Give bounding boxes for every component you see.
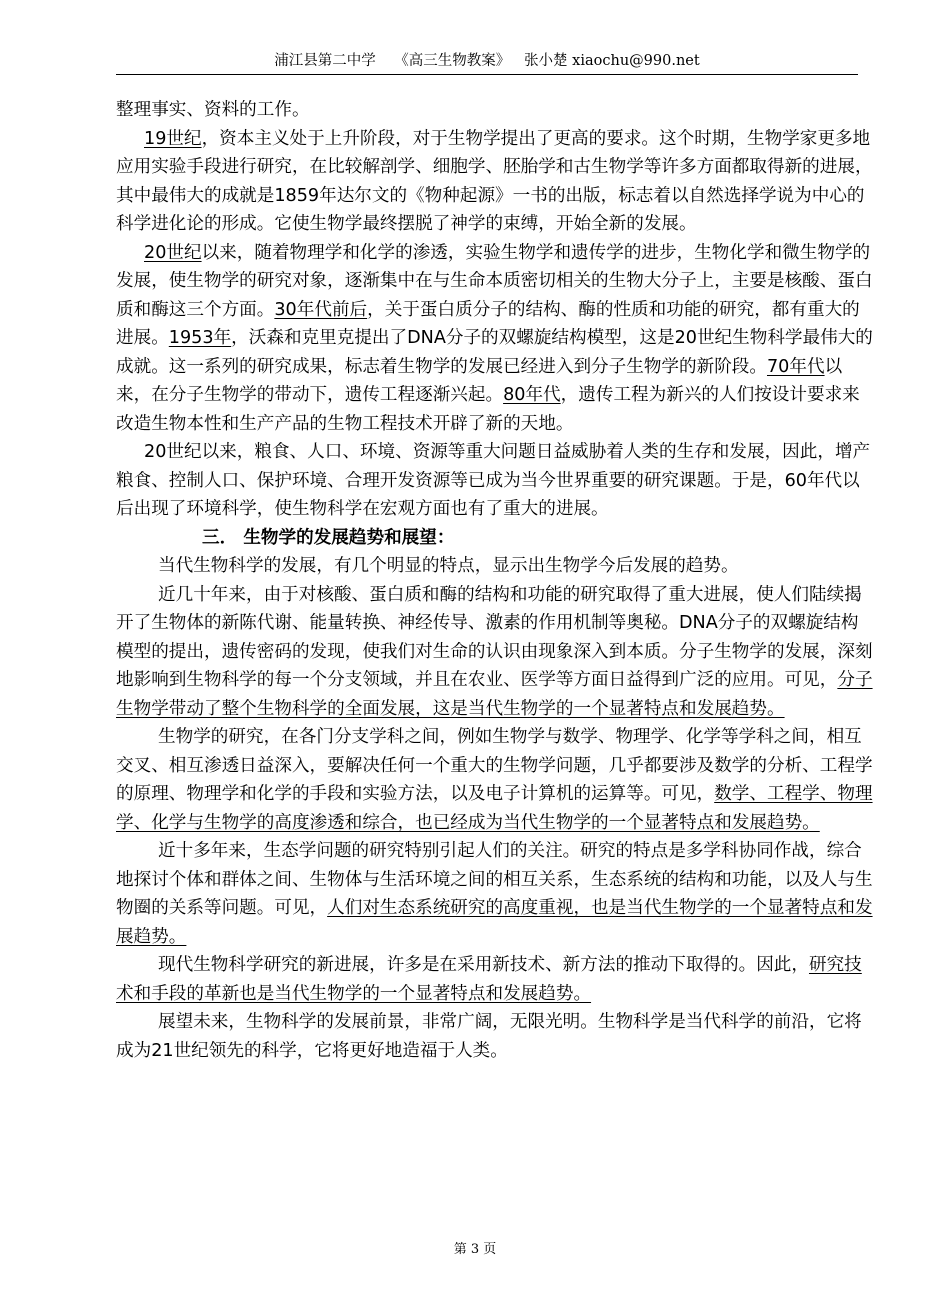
underlined-conclusion: 数学、工程学、物理学、化学与生物学的高度渗透和综合，也已经成为当代生物学的一个显著特点和发展趋势。 xyxy=(116,784,873,833)
underlined-conclusion: 人们对生态系统研究的高度重视，也是当代生物学的一个显著特点和发展趋势。 xyxy=(116,898,873,947)
section-heading: 三． 生物学的发展趋势和展望： xyxy=(202,527,455,548)
paragraph-molecular-biology: 近几十年来，由于对核酸、蛋白质和酶的结构和功能的研究取得了重大进展，使人们陆续揭开了生物体的新陈代谢、能量转换、神经传导、激素的作用机制等奥秘。DNA分子的双螺旋结构模型的提出，遗传密码的发现，使我们对生命的认识由现象深入到本质。分子生物学的发展，深刻地影响到生物科学的每一个分支领域，并且在农业、医学等方面日益得到广泛的应用。可见，分子生物学带动了整个生物科学的全面发展，这是当代生物学的一个显著特点和发展趋势。 xyxy=(116,584,873,719)
underlined-phrase: 80年代 xyxy=(503,385,561,405)
paragraph-outlook: 展望未来，生物科学的发展前景，非常广阔，无限光明。生物科学是当代科学的前沿，它将成为21世纪领先的科学，它将更好地造福于人类。 xyxy=(116,1012,862,1061)
document-body xyxy=(116,96,876,1065)
paragraph-technology: 现代生物科学研究的新进展，许多是在采用新技术、新方法的推动下取得的。因此，研究技术和手段的革新也是当代生物学的一个显著特点和发展趋势。 xyxy=(116,955,862,1004)
paragraph-continuation: 整理事实、资料的工作。 xyxy=(116,100,310,120)
header-school: 浦江县第二中学 xyxy=(274,53,376,69)
page-header xyxy=(116,50,858,75)
header-book-title: 《高三生物教案》 xyxy=(394,53,511,69)
underlined-phrase: 30年代前后 xyxy=(274,299,368,320)
underlined-conclusion: 分子生物学带动了整个生物科学的全面发展，这是当代生物学的一个显著特点和发展趋势。 xyxy=(116,670,873,719)
header-author: 张小楚 xyxy=(524,53,568,69)
paragraph-ecology: 近十多年来，生态学问题的研究特别引起人们的关注。研究的特点是多学科协同作战，综合地探讨个体和群体之间、生物体与生活环境之间的相互关系，生态系统的结构和功能，以及人与生物圈的关系等问题。可见，人们对生态系统研究的高度重视，也是当代生物学的一个显著特点和发展趋势。 xyxy=(116,841,873,947)
underlined-conclusion: 研究技术和手段的革新也是当代生物学的一个显著特点和发展趋势。 xyxy=(116,955,862,1004)
paragraph-interdisciplinary: 生物学的研究，在各门分支学科之间，例如生物学与数学、物理学、化学等学科之间，相互交叉、相互渗透日益深入，要解决任何一个重大的生物学问题，几乎都要涉及数学的分析、工程学的原理、物理学和化学的手段和实验方法，以及电子计算机的运算等。可见，数学、工程学、物理学、化学与生物学的高度渗透和综合，也已经成为当代生物学的一个显著特点和发展趋势。 xyxy=(116,727,873,833)
underlined-phrase: 19世纪 xyxy=(144,128,202,149)
paragraph-20th-century: 20世纪以来，随着物理学和化学的渗透，实验生物学和遗传学的进步，生物化学和微生物学的发展，使生物学的研究对象，逐渐集中在与生命本质密切相关的生物大分子上，主要是核酸、蛋白质和酶这三个方面。30年代前后，关于蛋白质分子的结构、酶的性质和功能的研究，都有重大的进展。1953年，沃森和克里克提出了DNA分子的双螺旋结构模型，这是20世纪生物科学最伟大的成就。这一系列的研究成果，标志着生物学的发展已经进入到分子生物学的新阶段。70年代以来，在分子生物学的带动下，遗传工程逐渐兴起。80年代，遗传工程为新兴的人们按设计要求来改造生物本性和生产产品的生物工程技术开辟了新的天地。 xyxy=(116,242,873,434)
underlined-phrase: 1953年 xyxy=(168,328,232,348)
header-email: xiaochu@990.net xyxy=(572,53,700,69)
paragraph-trends-intro: 当代生物科学的发展，有几个明显的特点，显示出生物学今后发展的趋势。 xyxy=(158,556,739,576)
paragraph-19th-century: 19世纪，资本主义处于上升阶段，对于生物学提出了更高的要求。这个时期，生物学家更多地应用实验手段进行研究，在比较解剖学、细胞学、胚胎学和古生物学等许多方面都取得新的进展，其中最伟大的成就是1859年达尔文的《物种起源》一书的出版，标志着以自然选择学说为中心的科学进化论的形成。它使生物学最终摆脱了神学的束缚，开始全新的发展。 xyxy=(116,128,873,234)
paragraph-environment: 20世纪以来，粮食、人口、环境、资源等重大问题日益威胁着人类的生存和发展，因此，增产粮食、控制人口、保护环境、合理开发资源等已成为当今世界重要的研究课题。于是，60年代以后出现了环境科学，使生物科学在宏观方面也有了重大的进展。 xyxy=(116,442,871,519)
underlined-phrase: 70年代 xyxy=(766,356,825,377)
page-number: 第 3 页 xyxy=(453,1242,497,1257)
underlined-phrase: 20世纪 xyxy=(144,242,202,263)
